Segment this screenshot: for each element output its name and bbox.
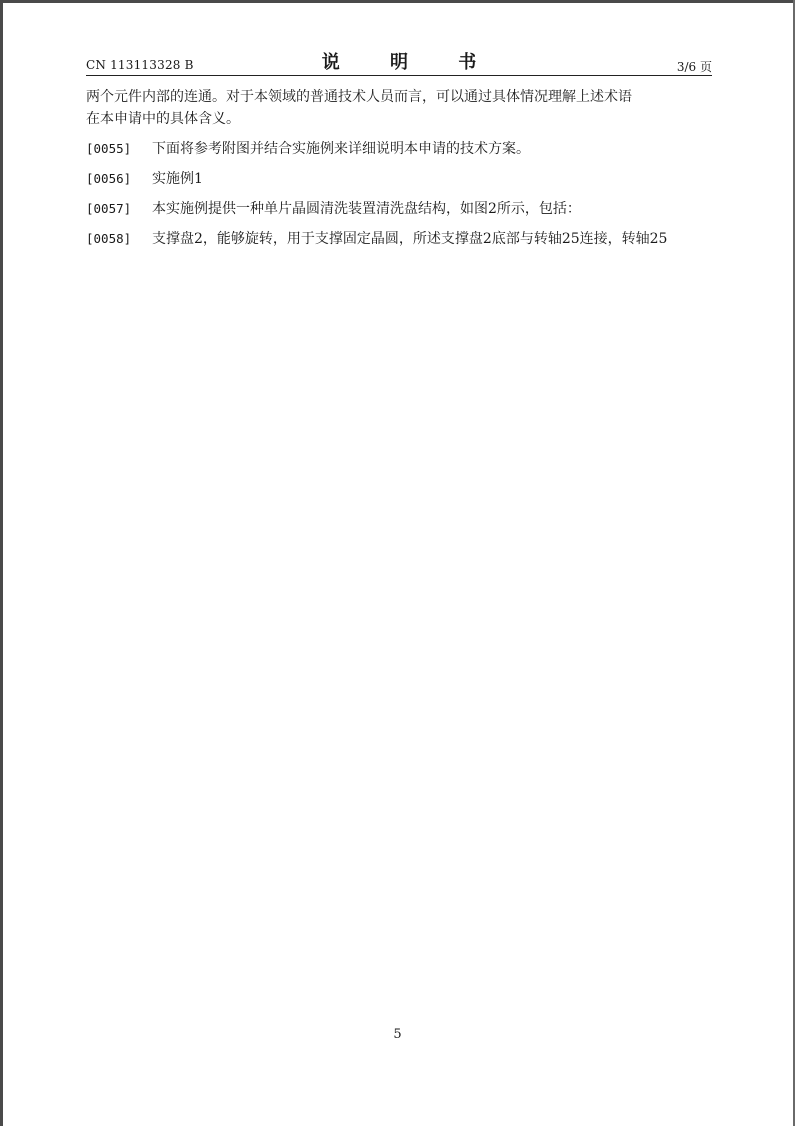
paragraph-number: [0058] (86, 231, 132, 246)
document-body (86, 86, 726, 250)
paragraph-0057 (86, 198, 726, 220)
paragraph-text: 支撑盘2，能够旋转，用于支撑固定晶圆，所述支撑盘2底部与转轴25连接，转轴25 (152, 231, 668, 247)
paragraph-number: [0057] (86, 201, 132, 216)
publication-number: CN 113113328 B (86, 58, 194, 72)
paragraph-number: [0056] (86, 171, 132, 186)
paragraph-0056 (86, 168, 726, 190)
continuation-line: 在本申请中的具体含义。 (86, 111, 240, 127)
page-indicator: 3/6 页 (676, 60, 712, 74)
paragraph-number: [0055] (86, 141, 132, 156)
paragraph-text: 本实施例提供一种单片晶圆清洗装置清洗盘结构，如图2所示，包括： (152, 201, 581, 217)
page-header (86, 44, 712, 76)
document-title: 说 明 书 (321, 52, 499, 73)
paragraph-text: 下面将参考附图并结合实施例来详细说明本申请的技术方案。 (152, 141, 530, 157)
header-rule (86, 75, 712, 76)
page-frame-left (0, 0, 3, 1126)
paragraph-text: 实施例1 (152, 171, 203, 187)
continuation-line: 两个元件内部的连通。对于本领域的普通技术人员而言，可以通过具体情况理解上述术语 (86, 89, 632, 105)
paragraph-0058 (86, 228, 726, 250)
page-frame-top (0, 0, 795, 3)
page-number: 5 (393, 1027, 402, 1042)
paragraph-0055 (86, 138, 726, 160)
